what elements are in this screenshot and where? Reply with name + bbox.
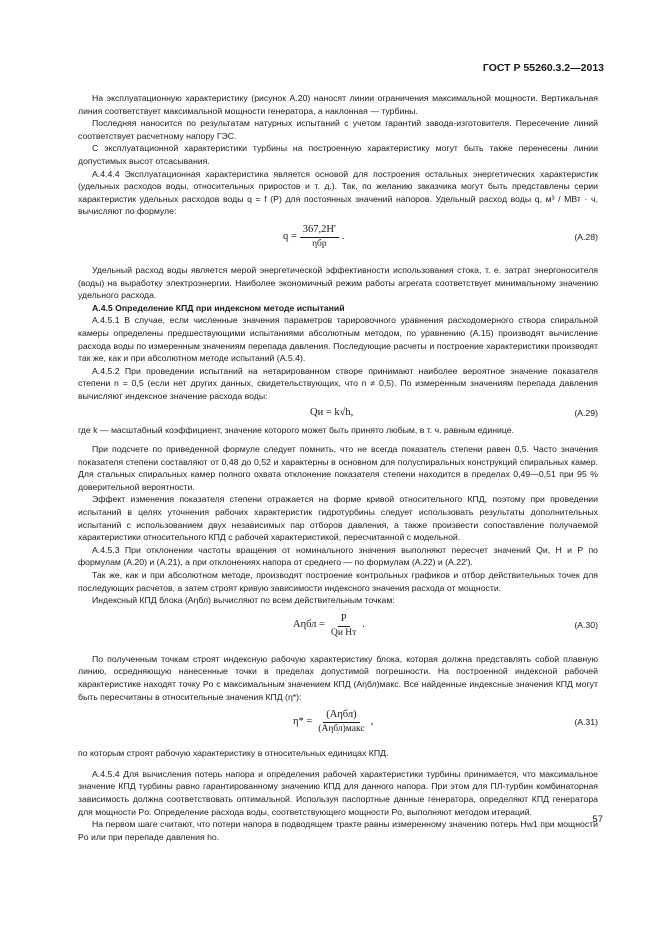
formula-number: (А.30) [574,620,598,631]
formula-lhs: Aηбл = [293,619,325,631]
formula-number: (А.28) [574,231,598,242]
formula-numerator: P [338,613,350,627]
formula-numerator: (Aηбл) [323,709,359,723]
formula-expression: Qи = k√h, [310,407,354,419]
formula-denominator: ηбр [312,238,327,249]
paragraph: А.4.5.3 При отклонении частоты вращения от номинального значения выполняют пересчет значений Qи, H и P по формулам (А.20) и (А.21), а при отклонениях напора от среднего — по формулам (А.22) и (А.22'). [78,544,598,568]
paragraph: Индексный КПД блока (Aηбл) вычисляют по всем действительным точкам: [92,595,395,606]
formula-a29 [78,402,598,424]
formula-tail: . [341,230,345,242]
formula-tail: . [362,619,365,631]
paragraph: по которым строят рабочую характеристику в относительных единицах КПД. [78,748,389,759]
paragraph: А.4.4.4 Эксплуатационная характеристика является основой для построения остальных энергетических характеристик (удельных расходов воды, относительных приростов и т. д.). Так, по желанию заказчика могут быть представлены серии характеристик удельных расходов воды q = f (P) для постоянных значений напоров. Удельный расход воды q, м³ / МВт · ч, вычисляют по формуле: [78,168,598,217]
paragraph: На первом шаге считают, что потери напора в подводящем тракте равны измеренному значению потерь Hw1 при мощности Pо или при перепаде давления hо. [78,819,598,842]
paragraph: С эксплуатационной характеристики турбины на построенную характеристику могут быть также перенесены линии допустимых высот отсасывания. [78,143,598,166]
paragraph: Эффект изменения показателя степени отражается на форме кривой относительного КПД, поэтому при проведении испытаний в целях уточнения рабочих характеристик гидротурбины следует использовать результаты дополнительных испытаний с использованием двух независимых пар отборов давления, а также произвести сопоставление получаемой характеристики относительного КПД с рабочей характеристикой, пересчитанной с модельной. [78,494,598,543]
formula-denominator: Qи Hт [330,627,357,638]
page-number: 57 [592,814,603,825]
paragraph: где k — масштабный коэффициент, значение которого может быть принято любым, в т. ч. равным единице. [78,425,514,436]
paragraph: На эксплуатационную характеристику (рисунок А.20) наносят линии ограничения максимальной мощности. Вертикальная линия соответствует максимальной мощности генератора, а наклонная — турбины. [78,93,598,116]
formula-numerator: 367,2H' [300,224,339,238]
paragraph: При подсчете по приведенной формуле следует помнить, что не всегда показатель степени равен 0,5. Часто значения показателя степени составляют от 0,48 до 0,52 и характерны в основном для полуспиральных конструкций спиральных камер. Для стальных спиральных камер полного охвата отклонение показателя степени находится в пределах 0,49—0,51 при 95 % доверительной вероятности. [78,444,598,492]
formula-a31 [78,703,598,741]
document-body [78,92,598,843]
formula-number: (А.29) [574,408,598,419]
formula-denominator: (Aηбл)макс [318,724,365,735]
paragraph: А.4.5.2 При проведении испытаний на нетарированном створе принимают наиболее вероятное значение показателя степени n = 0,5 (если нет других данных, свидетельствующих, что n ≠ 0,5). По измеренным значениям перепада давления вычисляют индексное значение расхода воды: [78,365,598,401]
section-heading: А.4.5 Определение КПД при индексном методе испытаний [92,302,345,313]
paragraph: Так же, как и при абсолютном методе, производят построение контрольных графиков и отбор действительных точек для последующих расчетов, а затем строят кривую зависимости индексного значения расхода от мощности. [78,570,598,593]
paragraph: А.4.5.4 Для вычисления потерь напора и определения рабочей характеристики турбины принимается, что максимальное значение КПД турбины равно гарантированному значению КПД для данного напора. При этом для ПЛ-турбин комбинаторная зависимость должна соответствовать оптимальной. Используя паспортные данные генератора, определяют КПД генератора для мощности Pо. Определение расхода воды, соответствующего мощности Pо, выполняют методом итераций. [78,768,598,817]
paragraph: Последняя наносится по результатам натурных испытаний с учетом гарантий завода-изготовителя. Пересечение линий соответствует расчетному напору ГЭС. [78,118,598,141]
formula-fraction [315,709,367,735]
formula-tail: , [370,715,374,727]
formula-lhs: q = [283,230,297,242]
formula-a30 [78,607,598,645]
standard-code-header: ГОСТ Р 55260.3.2—2013 [482,62,604,74]
formula-number: (А.31) [574,716,598,727]
formula-fraction [328,613,359,639]
paragraph: По полученным точкам строят индексную рабочую характеристику блока, которая должна представлять собой плавную линию, осредняющую нанесенные точки в пределах допустимой погрешности. На построенной индексной рабочей характеристике находят точку Pо с максимальным значением КПД (Aηбл)макс. Все найденные индексные значения КПД могут быть пересчитаны в относительные значения КПД (η*): [78,653,598,702]
formula-fraction [300,224,339,250]
formula-a28 [78,218,598,256]
formula-lhs: η* = [293,715,313,727]
paragraph: А.4.5.1 В случае, если численные значения параметров тарировочного уравнения расходомерного створа спиральной камеры определены предшествующими испытаниями абсолютным методом, по уравнению (А.15) производят вычисление расхода воды по измеренным значениям перепада давления. Последующие расчеты и построение характеристики производят так же, как и при абсолютном методе испытаний (А.5.4). [78,315,598,364]
paragraph: Удельный расход воды является мерой энергетической эффективности использования стока, т. е. затрат энергоносителя (воды) на выработку электроэнергии. Наиболее экономичный режим работы агрегата соответствует минимальному значению удельного расхода. [78,264,598,301]
